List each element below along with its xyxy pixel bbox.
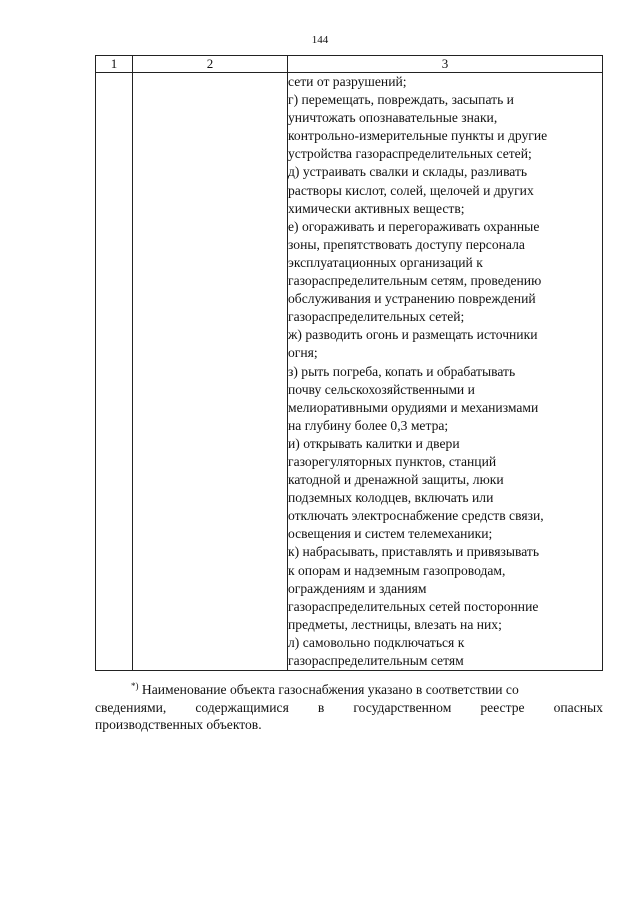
text-line: катодной и дренажной защиты, люки: [288, 472, 504, 488]
footnote-text-1: Наименование объекта газоснабжения указано в соответствии со: [141, 682, 519, 697]
text-line: контрольно-измерительные пункты и другие: [288, 128, 548, 144]
text-line: газорегуляторных пунктов, станций: [288, 453, 497, 469]
text-line: на глубину более 0,3 метра;: [288, 417, 449, 433]
requirements-table: [95, 55, 603, 671]
column-header-2: 2: [133, 56, 288, 73]
text-line: растворы кислот, солей, щелочей и других: [288, 182, 534, 198]
text-line: мелиоративными орудиями и механизмами: [288, 399, 539, 415]
column-header-1: 1: [96, 56, 133, 73]
text-line: отключать электроснабжение средств связи,: [288, 508, 544, 524]
footnote-line-2: [95, 699, 603, 717]
column-header-3: 3: [288, 56, 603, 73]
prohibitions-text: [288, 73, 602, 670]
text-line: огня;: [288, 345, 318, 361]
text-line: газораспределительным сетям, проведению: [288, 273, 542, 289]
text-line: ограждениям и зданиям: [288, 580, 427, 596]
table-cell-column-3: [288, 73, 603, 671]
text-line: эксплуатационных организаций к: [288, 254, 483, 270]
footnote-line-3: производственных объектов.: [95, 717, 262, 732]
text-line: л) самовольно подключаться к: [288, 634, 465, 650]
text-line: освещения и систем телемеханики;: [288, 526, 493, 542]
page-number: 144: [311, 34, 329, 46]
text-line: ж) разводить огонь и размещать источники: [288, 327, 538, 343]
text-line: газораспределительным сетям: [288, 653, 464, 668]
text-line: химически активных веществ;: [288, 200, 465, 216]
footnote-line-1: [95, 678, 603, 699]
text-line: сети от разрушений;: [288, 74, 407, 89]
text-line: к) набрасывать, приставлять и привязывать: [288, 544, 540, 560]
footnote-word: сведениями,: [95, 699, 167, 715]
footnote-marker: *): [131, 681, 139, 691]
text-line: устройства газораспределительных сетей;: [288, 146, 532, 162]
text-line: уничтожать опознавательные знаки,: [288, 110, 498, 126]
text-line: з) рыть погреба, копать и обрабатывать: [288, 363, 516, 379]
text-line: газораспределительных сетей;: [288, 309, 465, 325]
text-line: г) перемещать, повреждать, засыпать и: [288, 92, 514, 108]
text-line: газораспределительных сетей посторонние: [288, 598, 539, 614]
footnote: [95, 678, 603, 734]
table-cell-column-2: [133, 73, 288, 671]
table-cell-column-1: [96, 73, 133, 671]
text-line: е) огораживать и перегораживать охранные: [288, 218, 540, 234]
text-line: д) устраивать свалки и склады, разливать: [288, 164, 528, 180]
text-line: обслуживания и устранению повреждений: [288, 291, 536, 307]
footnote-word: в: [317, 699, 325, 715]
footnote-word: реестре: [480, 699, 525, 715]
footnote-word: опасных: [553, 699, 603, 715]
text-line: предметы, лестницы, влезать на них;: [288, 616, 502, 632]
text-line: почву сельскохозяйственными и: [288, 381, 475, 397]
table-row: [96, 73, 603, 671]
table-header-row: [96, 56, 603, 73]
text-line: и) открывать калитки и двери: [288, 435, 460, 451]
footnote-word: содержащимися: [195, 699, 289, 715]
footnote-word: государственном: [353, 699, 452, 715]
text-line: к опорам и надземным газопроводам,: [288, 562, 506, 578]
text-line: подземных колодцев, включать или: [288, 490, 494, 506]
text-line: зоны, препятствовать доступу персонала: [288, 236, 525, 252]
